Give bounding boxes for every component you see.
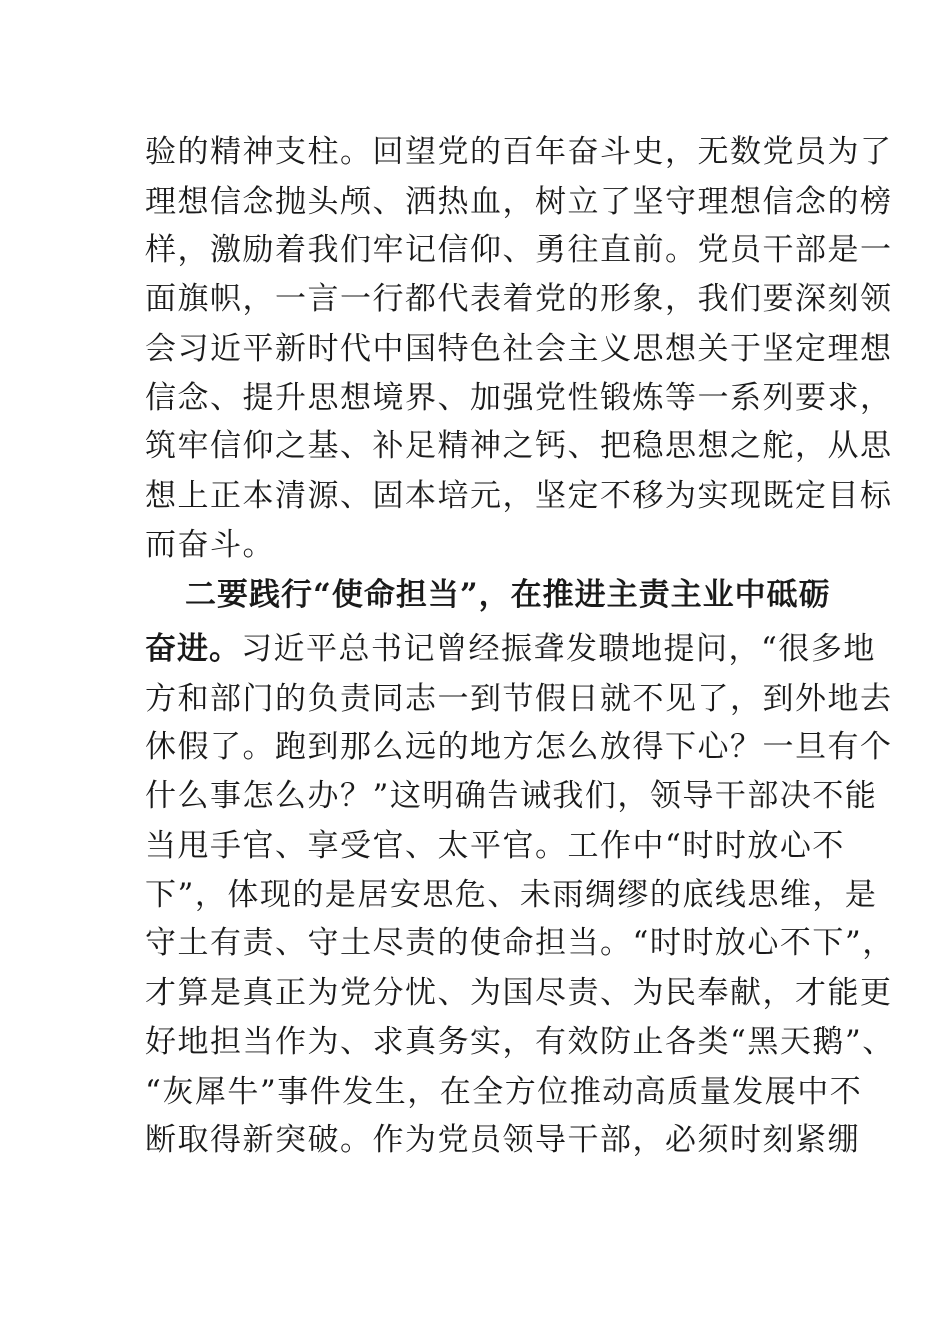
text-line: “灰犀牛”事件发生，在全方位推动高质量发展中不	[145, 1074, 863, 1110]
text-line: 下”，体现的是居安思危、未雨绸缪的底线思维，是	[145, 877, 878, 913]
text-line: 样，激励着我们牢记信仰、勇往直前。党员干部是一	[145, 232, 893, 268]
text-line: 想上正本清源、固本培元，坚定不移为实现既定目标	[145, 478, 893, 514]
section-heading: 二要践行“使命担当”，在推进主责主业中砥砺	[185, 577, 831, 613]
text-line: 筑牢信仰之基、补足精神之钙、把稳思想之舵，从思	[145, 428, 893, 464]
text-line: 会习近平新时代中国特色社会主义思想关于坚定理想	[145, 331, 893, 367]
text-line: 才算是真正为党分忧、为国尽责、为民奉献，才能更	[145, 975, 893, 1011]
text-line: 休假了。跑到那么远的地方怎么放得下心？一旦有个	[145, 729, 893, 765]
text-line-content: 习近平总书记曾经振聋发聩地提问，“很多地	[241, 631, 876, 667]
text-line	[145, 624, 876, 674]
text-line: 当甩手官、享受官、太平官。工作中“时时放心不	[145, 828, 845, 864]
text-line: 而奋斗。	[145, 527, 275, 563]
text-line: 理想信念抛头颅、洒热血，树立了坚守理想信念的榜	[145, 184, 893, 220]
text-line: 信念、提升思想境界、加强党性锻炼等一系列要求，	[145, 380, 893, 416]
section-heading-tail: 奋进。	[145, 631, 241, 667]
text-line: 断取得新突破。作为党员领导干部，必须时刻紧绷	[145, 1122, 860, 1158]
text-line: 面旗帜，一言一行都代表着党的形象，我们要深刻领	[145, 281, 893, 317]
text-line: 好地担当作为、求真务实，有效防止各类“黑天鹅”、	[145, 1024, 895, 1060]
text-line: 守土有责、守土尽责的使命担当。“时时放心不下”，	[145, 925, 895, 961]
text-line: 什么事怎么办？”这明确告诫我们，领导干部决不能	[145, 778, 878, 814]
text-line: 验的精神支柱。回望党的百年奋斗史，无数党员为了	[145, 134, 893, 170]
text-line: 方和部门的负责同志一到节假日就不见了，到外地去	[145, 681, 893, 717]
